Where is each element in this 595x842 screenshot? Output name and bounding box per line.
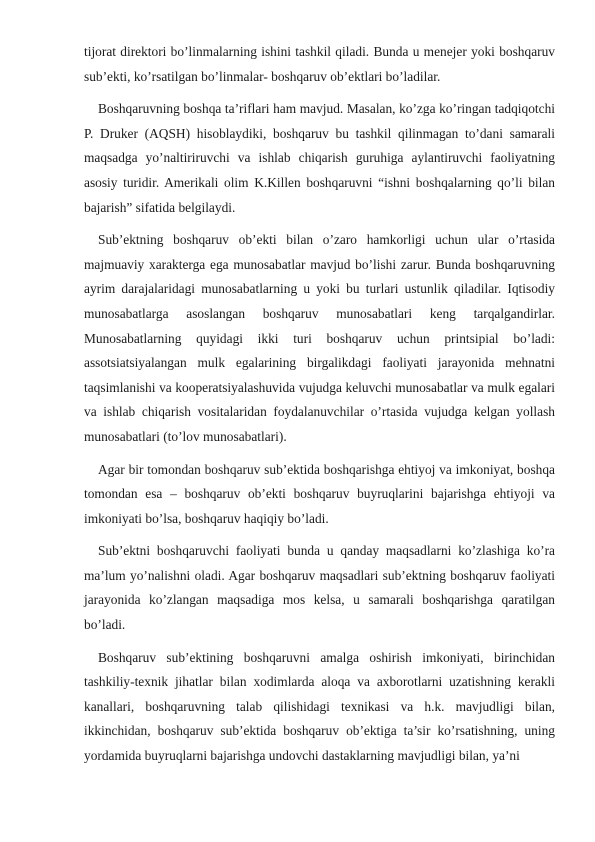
paragraph-management-goals: Sub’ektni boshqaruvchi faoliyati bunda u qanday maqsadlarni ko’zlashiga ko’ra ma’lum yo’nalishni oladi. Agar boshqaruv maqsadlari sub’ektning boshqaruv faoliyati jarayonida ko’zlangan maqsadiga mos kelsa, u samarali boshqarishga qaratilgan bo’ladi.	[84, 543, 555, 633]
paragraph-real-management: Agar bir tomondan boshqaruv sub’ektida boshqarishga ehtiyoj va imkoniyat, boshqa tomondan esa – boshqaruv ob’ekti boshqaruv buyruqlarini bajarishga ehtiyoji va imkoniyati bo’lsa, boshqaruv haqiqiy bo’ladi.	[84, 461, 555, 526]
paragraph-continuation: tijorat direktori bo’linmalarning ishini tashkil qiladi. Bunda u menejer yoki boshqaruv sub’ekti, ko’rsatilgan bo’linmalar- boshqaruv ob’ektlari bo’ladilar.	[84, 44, 555, 84]
document-page	[84, 40, 555, 777]
paragraph-subject-object-relations: Sub’ektning boshqaruv ob’ekti bilan o’zaro hamkorligi uchun ular o’rtasida majmuaviy xarakterga ega munosabatlar mavjud bo’lishi zarur. Bunda boshqaruvning ayrim darajalaridagi munosabatlarning u yoki bu turlari ustunlik qiladilar. Iqtisodiy munosabatlarga asoslangan boshqaruv munosabatlari keng tarqalgandirlar. Munosabatlarning quyidagi ikki turi boshqaruv uchun printsipial bo’ladi: assotsiatsiyalangan mulk egalarining birgalikdagi faoliyati jarayonida mehnatni taqsimlanishi va kooperatsiyalashuvida vujudga keluvchi munosabatlar va mulk egalari va ishlab chiqarish vositalaridan foydalanuvchilar o’rtasida vujudga kelgan yollash munosabatlari (to’lov munosabatlari).	[84, 232, 555, 444]
paragraph-management-capability: Boshqaruv sub’ektining boshqaruvni amalga oshirish imkoniyati, birinchidan tashkiliy-texnik jihatlar bilan xodimlarda aloqa va axborotlarni uzatishning kerakli kanallari, boshqaruvning talab qilishidagi texnikasi va h.k. mavjudligi bilan, ikkinchidan, boshqaruv sub’ektida boshqaruv ob’ektiga ta’sir ko’rsatishning, uning yordamida buyruqlarni bajarishga undovchi dastaklarning mavjudligi bilan, ya’ni	[84, 649, 555, 764]
paragraph-management-definitions: Boshqaruvning boshqa ta’riflari ham mavjud. Masalan, ko’zga ko’ringan tadqiqotchi P. Druker (AQSH) hisoblaydiki, boshqaruv bu tashkil qilinmagan to’dani samarali maqsadga yo’naltiriruvchi va ishlab chiqarish guruhiga aylantiruvchi faoliyatning asosiy turidir. Amerikali olim K.Killen boshqaruvni “ishni boshqalarning qo’li bilan bajarish” sifatida belgilaydi.	[84, 101, 555, 215]
